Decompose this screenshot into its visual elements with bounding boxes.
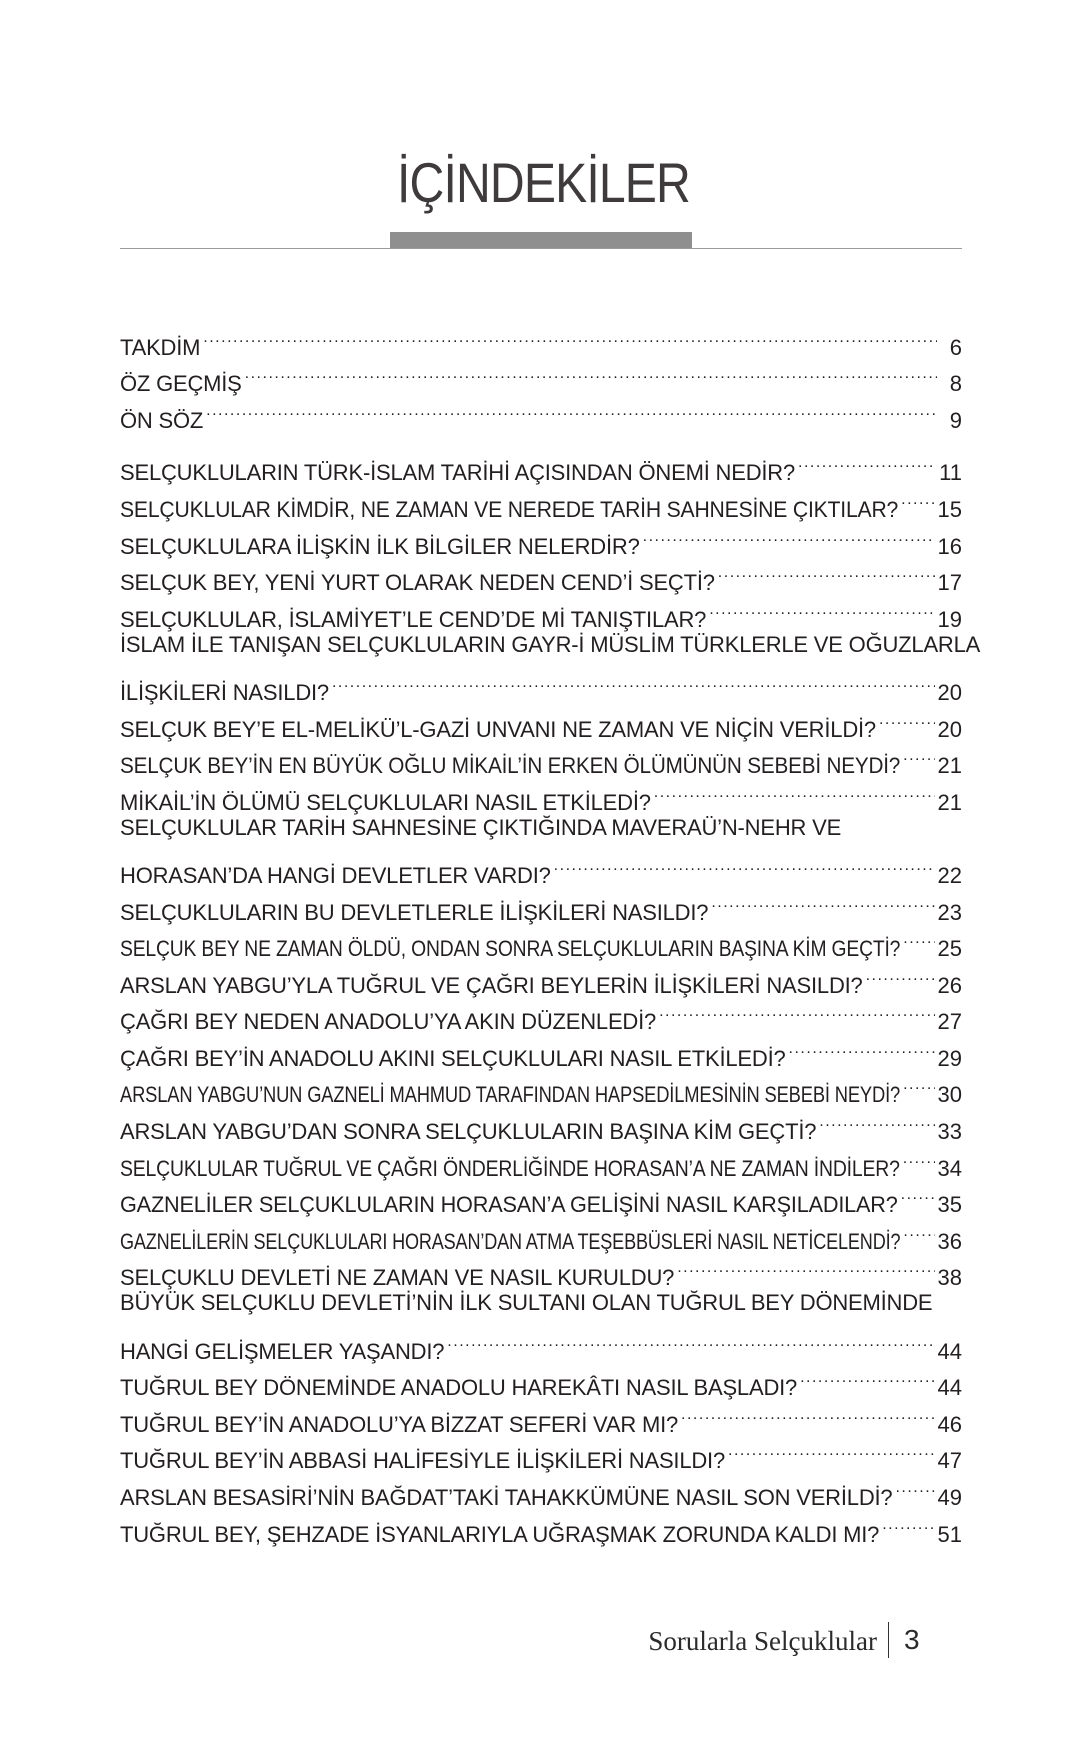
toc-entry-title: BÜYÜK SELÇUKLU DEVLETİ’NİN İLK SULTANI OLAN TUĞRUL BEY DÖNEMİNDE xyxy=(120,1290,933,1316)
dot-leader xyxy=(206,391,937,428)
toc-page-number: 26 xyxy=(937,972,962,998)
toc-page-number: 27 xyxy=(937,1009,962,1035)
title-rule xyxy=(120,248,962,249)
toc-page-number: 29 xyxy=(937,1045,962,1071)
toc-page-number: 21 xyxy=(937,753,962,779)
dot-leader xyxy=(903,737,934,774)
toc-page-number: 35 xyxy=(937,1192,962,1218)
toc-entry-title: SELÇUKLULAR KİMDİR, NE ZAMAN VE NEREDE TARİH SAHNESİNE ÇIKTILAR? xyxy=(120,496,899,522)
toc-page-number: 16 xyxy=(937,533,962,559)
toc-page-number: 25 xyxy=(937,936,962,962)
toc-entry-title: SELÇUK BEY’İN EN BÜYÜK OĞLU MİKAİL’İN ERKEN ÖLÜMÜNÜN SEBEBİ NEYDİ? xyxy=(120,753,901,779)
toc-entry-title: ÇAĞRI BEY’İN ANADOLU AKINI SELÇUKLULARI NASIL ETKİLEDİ? xyxy=(120,1045,786,1071)
title-accent-bar xyxy=(390,232,692,249)
toc-entry-title: SELÇUKLULARA İLİŞKİN İLK BİLGİLER NELERDİR? xyxy=(120,533,640,559)
toc-entry-title: TUĞRUL BEY’İN ANADOLU’YA BİZZAT SEFERİ VAR MI? xyxy=(120,1411,679,1437)
toc-entry-title: SELÇUKLULAR TARİH SAHNESİNE ÇIKTIĞINDA MAVERAÜ’N-NEHR VE xyxy=(120,814,842,840)
toc-entry-title: SELÇUKLULAR, İSLAMİYET’LE CEND’DE Mİ TANIŞTILAR? xyxy=(120,606,707,632)
dot-leader xyxy=(643,517,935,554)
toc-entry-title: ÇAĞRI BEY NEDEN ANADOLU’YA AKIN DÜZENLEDİ? xyxy=(120,1009,657,1035)
toc-page-number: 21 xyxy=(937,789,962,815)
toc-page-number: 51 xyxy=(937,1521,962,1547)
dot-leader xyxy=(718,554,935,591)
dot-leader xyxy=(554,846,935,883)
toc-page-number: 20 xyxy=(937,679,962,705)
toc-page-number: 38 xyxy=(937,1265,962,1291)
dot-leader xyxy=(903,1139,935,1176)
toc-entry-title: SELÇUKLULARIN TÜRK-İSLAM TARİHİ AÇISINDAN ÖNEMİ NEDİR? xyxy=(120,460,796,486)
toc-page-number: 49 xyxy=(937,1485,962,1510)
dot-leader xyxy=(677,1249,934,1286)
toc-page-number: 8 xyxy=(949,371,962,397)
dot-leader xyxy=(332,663,935,700)
dot-leader xyxy=(819,1102,934,1139)
toc-entry-title: HORASAN’DA HANGİ DEVLETLER VARDI? xyxy=(120,862,551,888)
toc-page-number: 34 xyxy=(937,1155,962,1181)
toc-entry-title: SELÇUK BEY NE ZAMAN ÖLDÜ, ONDAN SONRA SELÇUKLULARIN BAŞINA KİM GEÇTİ? xyxy=(120,936,901,962)
dot-leader xyxy=(681,1395,934,1432)
toc-entry-title: GAZNELİLERİN SELÇUKLULARI HORASAN’DAN ATMA TEŞEBBÜSLERİ NASIL NETİCELENDİ? xyxy=(120,1228,901,1254)
toc-entry-line[interactable] xyxy=(120,627,981,664)
toc-entry[interactable] xyxy=(120,846,962,888)
toc-entry[interactable] xyxy=(120,663,962,705)
toc-page-number: 44 xyxy=(937,1375,962,1401)
dot-leader xyxy=(901,1176,935,1213)
toc-page-number: 15 xyxy=(937,496,962,522)
toc-entry-line[interactable] xyxy=(120,1285,962,1322)
toc-page-number: 47 xyxy=(937,1448,962,1474)
toc-page-number: 23 xyxy=(937,899,962,925)
toc-entry-title: TAKDİM xyxy=(120,334,201,360)
dot-leader xyxy=(879,700,935,737)
dot-leader xyxy=(245,355,937,392)
dot-leader xyxy=(711,883,934,920)
toc-entry[interactable] xyxy=(120,444,962,486)
dot-leader xyxy=(901,480,934,517)
toc-page-number: 9 xyxy=(949,407,962,433)
dot-leader xyxy=(895,1468,934,1505)
toc-entry-title: TUĞRUL BEY’İN ABBASİ HALİFESİYLE İLİŞKİLERİ NASILDI? xyxy=(120,1448,726,1474)
dot-leader xyxy=(447,1322,934,1359)
dot-leader xyxy=(654,773,935,810)
toc-entry[interactable] xyxy=(120,391,962,433)
toc-entry-title: İLİŞKİLERİ NASILDI? xyxy=(120,679,329,705)
toc-page-number: 17 xyxy=(937,570,962,596)
dot-leader xyxy=(903,920,934,957)
toc-page-number: 22 xyxy=(937,862,962,888)
toc-entry-title: HANGİ GELİŞMELER YAŞANDI? xyxy=(120,1338,445,1364)
toc-page-number: 30 xyxy=(937,1082,962,1108)
page-number: 3 xyxy=(904,1624,920,1655)
toc-entry[interactable] xyxy=(120,318,962,360)
dot-leader xyxy=(866,956,935,993)
toc-page-number: 20 xyxy=(937,716,962,742)
dot-leader xyxy=(728,1432,935,1469)
toc-entry-title: ÖN SÖZ xyxy=(120,407,204,433)
page-title: İÇİNDEKİLER xyxy=(397,151,690,214)
dot-leader xyxy=(800,1359,934,1396)
toc-entry-title: TUĞRUL BEY, ŞEHZADE İSYANLARIYLA UĞRAŞMAK ZORUNDA KALDI MI? xyxy=(120,1521,880,1547)
page-footer xyxy=(0,1622,1087,1662)
toc-page-number: 6 xyxy=(949,334,962,360)
toc-entry-title: ÖZ GEÇMİŞ xyxy=(120,371,242,397)
toc-page-number: 33 xyxy=(937,1119,962,1145)
toc-entry-title: SELÇUK BEY’E EL-MELİKÜ’L-GAZİ UNVANI NE ZAMAN VE NİÇİN VERİLDİ? xyxy=(120,716,876,742)
toc-entry-title: SELÇUKLULARIN BU DEVLETLERLE İLİŞKİLERİ NASILDI? xyxy=(120,899,709,925)
toc-entry-title: SELÇUK BEY, YENİ YURT OLARAK NEDEN CEND’İ SEÇTİ? xyxy=(120,570,715,596)
dot-leader xyxy=(709,590,934,627)
toc-entry-title: ARSLAN YABGU’NUN GAZNELİ MAHMUD TARAFINDAN HAPSEDİLMESİNİN SEBEBİ NEYDİ? xyxy=(120,1082,901,1108)
toc-page-number: 46 xyxy=(937,1411,962,1437)
toc-page-number: 36 xyxy=(937,1228,962,1254)
footer-divider xyxy=(888,1622,889,1658)
toc-entry[interactable] xyxy=(120,1322,962,1364)
toc-entry-title: SELÇUKLU DEVLETİ NE ZAMAN VE NASIL KURULDU? xyxy=(120,1265,675,1291)
toc-page-number: 44 xyxy=(937,1338,962,1364)
table-of-contents xyxy=(120,318,981,1547)
toc-entry-title: ARSLAN YABGU’DAN SONRA SELÇUKLULARIN BAŞINA KİM GEÇTİ? xyxy=(120,1119,817,1145)
toc-entry-title: TUĞRUL BEY DÖNEMİNDE ANADOLU HAREKÂTI NASIL BAŞLADI? xyxy=(120,1375,798,1401)
toc-page-number: 19 xyxy=(937,606,962,632)
dot-leader xyxy=(789,1029,935,1066)
toc-entry-line[interactable] xyxy=(120,810,962,847)
dot-leader xyxy=(903,1066,934,1103)
toc-entry-title: ARSLAN YABGU’YLA TUĞRUL VE ÇAĞRI BEYLERİN İLİŞKİLERİ NASILDI? xyxy=(120,972,863,998)
toc-entry-title: GAZNELİLER SELÇUKLULARIN HORASAN’A GELİŞİNİ NASIL KARŞILADILAR? xyxy=(120,1192,898,1218)
dot-leader xyxy=(659,993,934,1030)
toc-page-number: 11 xyxy=(939,460,962,486)
dot-leader xyxy=(203,318,937,355)
toc-entry-title: SELÇUKLULAR TUĞRUL VE ÇAĞRI ÖNDERLİĞİNDE HORASAN’A NE ZAMAN İNDİLER? xyxy=(120,1155,900,1181)
book-title: Sorularla Selçuklular xyxy=(648,1626,877,1656)
dot-leader xyxy=(903,1212,934,1249)
toc-entry-title: İSLAM İLE TANIŞAN SELÇUKLULARIN GAYR-İ MÜSLİM TÜRKLERLE VE OĞUZLARLA xyxy=(120,631,981,657)
section-gap xyxy=(120,428,962,444)
toc-entry-title: ARSLAN BESASİRİ’NİN BAĞDAT’TAKİ TAHAKKÜMÜNE NASIL SON VERİLDİ? xyxy=(120,1485,893,1510)
dot-leader xyxy=(798,444,936,481)
dot-leader xyxy=(882,1505,934,1542)
toc-entry-title: MİKAİL’İN ÖLÜMÜ SELÇUKLULARI NASIL ETKİLEDİ? xyxy=(120,789,651,815)
toc-entry[interactable] xyxy=(120,355,962,397)
